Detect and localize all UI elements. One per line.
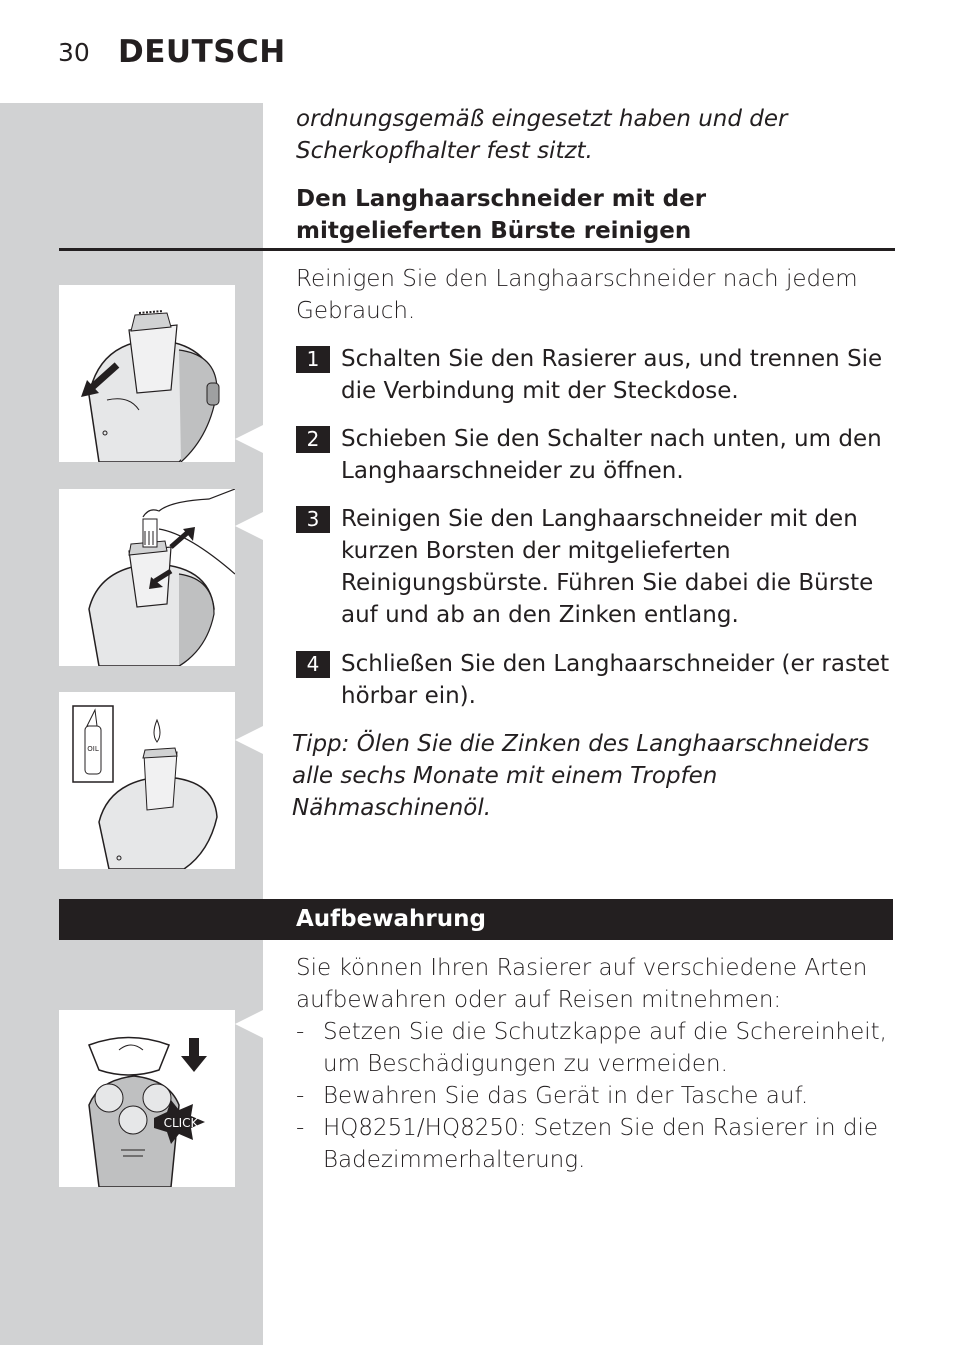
illustration-open-trimmer (59, 285, 235, 462)
oil-bottle-icon (59, 692, 235, 869)
intro-line-2: Scherkopfhalter fest sitzt. (296, 138, 593, 164)
storage-lead: Sie können Ihren Rasierer auf verschiedene Arten aufbewahren oder auf Reisen mitnehmen: (296, 955, 868, 1013)
shaver-trimmer-open-icon (59, 285, 235, 462)
step-1 (296, 343, 896, 407)
step-3 (296, 503, 896, 631)
page-number: 30 (58, 38, 90, 67)
protection-cap-icon (59, 1010, 235, 1187)
step-text: Schließen Sie den Langhaarschneider (er rastet hörbar ein). (341, 651, 890, 709)
step-number: 1 (296, 346, 330, 373)
section-title: DEUTSCH (118, 34, 286, 70)
step-text: Schieben Sie den Schalter nach unten, um den Langhaarschneider zu öffnen. (341, 426, 882, 484)
cleaning-lead: Reinigen Sie den Langhaarschneider nach jedem Gebrauch. (296, 266, 858, 324)
click-label: CLICK (163, 1116, 199, 1130)
illustration-oiling (59, 692, 235, 869)
list-item: - Bewahren Sie das Gerät in der Tasche auf. (296, 1083, 809, 1109)
cleaning-brush-icon (59, 489, 235, 666)
step-text: Schalten Sie den Rasierer aus, und trennen Sie die Verbindung mit der Steckdose. (341, 346, 883, 404)
illustration-pointer (235, 1010, 263, 1038)
intro-line-1: ordnungsgemäß eingesetzt haben und der (296, 106, 788, 132)
step-number: 2 (296, 426, 330, 453)
list-item: - Setzen Sie die Schutzkappe auf die Schereinheit, um Beschädigungen zu vermeiden. (296, 1019, 887, 1077)
list-item-text: Setzen Sie die Schutzkappe auf die Schereinheit, um Beschädigungen zu vermeiden. (323, 1019, 887, 1077)
step-number: 3 (296, 506, 330, 533)
illustration-brush-cleaning (59, 489, 235, 666)
storage-heading: Aufbewahrung (296, 906, 486, 932)
step-text: Reinigen Sie den Langhaarschneider mit den kurzen Borsten der mitgelieferten Reinigungsbürste. Führen Sie dabei die Bürste auf und ab an den Zinken entlang. (341, 506, 874, 628)
cleaning-heading-line-1: Den Langhaarschneider mit der (296, 186, 707, 212)
step-4 (296, 648, 896, 712)
storage-heading-bar (59, 899, 893, 940)
list-item: - HQ8251/HQ8250: Setzen Sie den Rasierer in die Badezimmerhalterung. (296, 1115, 879, 1173)
cleaning-heading (296, 183, 706, 247)
list-item-text: HQ8251/HQ8250: Setzen Sie den Rasierer in die Badezimmerhalterung. (323, 1115, 879, 1173)
illustration-pointer (235, 512, 263, 540)
illustration-protection-cap (59, 1010, 235, 1187)
illustration-pointer (235, 726, 263, 754)
heading-rule (59, 248, 895, 251)
tip-text: Tipp: Ölen Sie die Zinken des Langhaarschneiders alle sechs Monate mit einem Tropfen Nähmaschinenöl. (292, 731, 870, 821)
illustration-pointer (235, 425, 263, 453)
oil-label: OIL (87, 745, 99, 753)
list-item-text: Bewahren Sie das Gerät in der Tasche auf. (323, 1083, 809, 1109)
intro-continuation (296, 103, 896, 167)
cleaning-heading-line-2: mitgelieferten Bürste reinigen (296, 218, 692, 244)
step-number: 4 (296, 651, 330, 678)
storage-list (296, 1016, 896, 1176)
step-2 (296, 423, 896, 487)
